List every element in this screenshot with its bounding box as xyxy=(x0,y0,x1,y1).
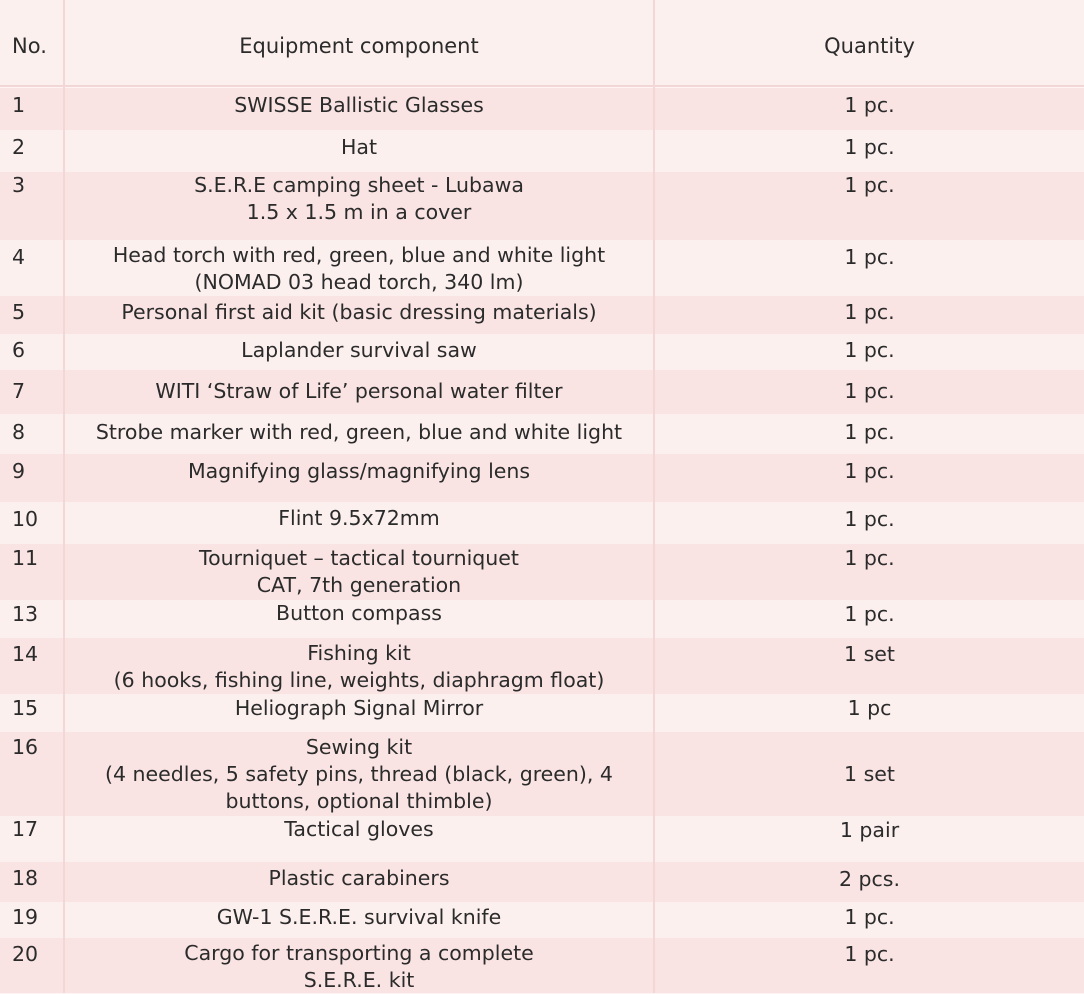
row-number: 19 xyxy=(12,905,39,929)
row-component xyxy=(64,337,654,364)
component-line: Laplander survival saw xyxy=(241,338,477,362)
row-component xyxy=(64,458,654,485)
row-component xyxy=(64,172,654,226)
component-line: Plastic carabiners xyxy=(268,866,450,890)
component-line: S.E.R.E. kit xyxy=(303,968,415,992)
table-row xyxy=(0,370,1084,414)
row-quantity: 1 set xyxy=(844,762,895,786)
row-component xyxy=(64,505,654,532)
row-component xyxy=(64,419,654,446)
row-quantity: 1 pc. xyxy=(844,245,895,269)
component-line: Tourniquet – tactical tourniquet xyxy=(199,546,519,570)
row-quantity: 1 pc. xyxy=(844,905,895,929)
row-number: 6 xyxy=(12,338,26,362)
row-quantity: 1 pc. xyxy=(844,338,895,362)
table-row xyxy=(0,88,1084,130)
component-line: (NOMAD 03 head torch, 340 lm) xyxy=(194,270,524,294)
table-row xyxy=(0,902,1084,938)
table-row xyxy=(0,240,1084,296)
row-number: 13 xyxy=(12,602,39,626)
row-number: 11 xyxy=(12,546,39,570)
row-quantity: 2 pcs. xyxy=(838,867,901,891)
component-line: Head torch with red, green, blue and white light xyxy=(112,243,606,267)
row-number: 17 xyxy=(12,817,39,841)
table-row xyxy=(0,544,1084,600)
component-line: Hat xyxy=(340,135,377,159)
row-component xyxy=(64,299,654,326)
row-component xyxy=(64,865,654,892)
component-line: GW-1 S.E.R.E. survival knife xyxy=(216,905,502,929)
row-number: 9 xyxy=(12,459,26,483)
row-quantity: 1 pc. xyxy=(844,93,895,117)
row-component xyxy=(64,640,654,694)
component-line: WITI ‘Straw of Life’ personal water filter xyxy=(155,379,563,403)
row-component xyxy=(64,545,654,599)
row-number: 15 xyxy=(12,696,39,720)
table-row xyxy=(0,732,1084,816)
row-component xyxy=(64,940,654,994)
row-number: 7 xyxy=(12,379,26,403)
table-row xyxy=(0,938,1084,993)
row-quantity: 1 pc. xyxy=(844,173,895,197)
table-row xyxy=(0,130,1084,172)
component-line: Button compass xyxy=(276,601,442,625)
table-row xyxy=(0,638,1084,694)
row-number: 3 xyxy=(12,173,26,197)
column-divider-1 xyxy=(63,0,65,993)
row-component xyxy=(64,242,654,296)
table-row xyxy=(0,862,1084,902)
table-row xyxy=(0,414,1084,454)
component-line: 1.5 x 1.5 m in a cover xyxy=(246,200,472,224)
row-number: 8 xyxy=(12,420,26,444)
component-line: Flint 9.5x72mm xyxy=(278,506,440,530)
row-quantity: 1 pc. xyxy=(844,135,895,159)
row-number: 20 xyxy=(12,942,39,966)
table-row xyxy=(0,502,1084,544)
row-number: 14 xyxy=(12,642,39,666)
row-quantity: 1 pc xyxy=(847,696,892,720)
row-quantity: 1 pc. xyxy=(844,379,895,403)
header-quantity: Quantity xyxy=(824,34,915,58)
component-line: S.E.R.E camping sheet - Lubawa xyxy=(194,173,524,197)
table-row xyxy=(0,816,1084,862)
row-number: 16 xyxy=(12,735,39,759)
table-row xyxy=(0,600,1084,638)
component-line: CAT, 7th generation xyxy=(256,573,462,597)
row-quantity: 1 pair xyxy=(839,818,900,842)
row-quantity: 1 pc. xyxy=(844,420,895,444)
row-component xyxy=(64,134,654,161)
row-quantity: 1 pc. xyxy=(844,942,895,966)
row-quantity: 1 pc. xyxy=(844,546,895,570)
table-row xyxy=(0,334,1084,370)
table-header xyxy=(0,0,1084,86)
component-line: buttons, optional thimble) xyxy=(225,789,493,813)
row-number: 1 xyxy=(12,93,26,117)
component-line: (6 hooks, fishing line, weights, diaphragm float) xyxy=(113,668,605,692)
header-component: Equipment component xyxy=(239,34,479,58)
row-component xyxy=(64,378,654,405)
component-line: Fishing kit xyxy=(307,641,411,665)
row-component xyxy=(64,92,654,119)
row-number: 5 xyxy=(12,300,26,324)
component-line: Strobe marker with red, green, blue and white light xyxy=(95,420,623,444)
component-line: Sewing kit xyxy=(305,735,413,759)
row-quantity: 1 pc. xyxy=(844,507,895,531)
row-component xyxy=(64,695,654,722)
row-quantity: 1 pc. xyxy=(844,602,895,626)
component-line: Personal first aid kit (basic dressing materials) xyxy=(121,300,597,324)
component-line: Heliograph Signal Mirror xyxy=(234,696,484,720)
component-line: SWISSE Ballistic Glasses xyxy=(234,93,484,117)
table-row xyxy=(0,694,1084,732)
row-number: 10 xyxy=(12,507,39,531)
row-number: 4 xyxy=(12,245,26,269)
row-component xyxy=(64,816,654,843)
table-row xyxy=(0,296,1084,334)
header-divider xyxy=(0,85,1084,87)
header-no: No. xyxy=(12,34,47,58)
row-number: 18 xyxy=(12,866,39,890)
component-line: Tactical gloves xyxy=(284,817,434,841)
row-component xyxy=(64,734,654,815)
component-line: Magnifying glass/magnifying lens xyxy=(187,459,531,483)
row-component xyxy=(64,600,654,627)
table-row xyxy=(0,454,1084,502)
table-row xyxy=(0,172,1084,240)
row-quantity: 1 pc. xyxy=(844,459,895,483)
row-quantity: 1 pc. xyxy=(844,300,895,324)
row-quantity: 1 set xyxy=(844,642,895,666)
row-component xyxy=(64,904,654,931)
column-divider-2 xyxy=(653,0,655,993)
component-line: Cargo for transporting a complete xyxy=(184,941,534,965)
component-line: (4 needles, 5 safety pins, thread (black, green), 4 xyxy=(105,762,613,786)
row-number: 2 xyxy=(12,135,26,159)
